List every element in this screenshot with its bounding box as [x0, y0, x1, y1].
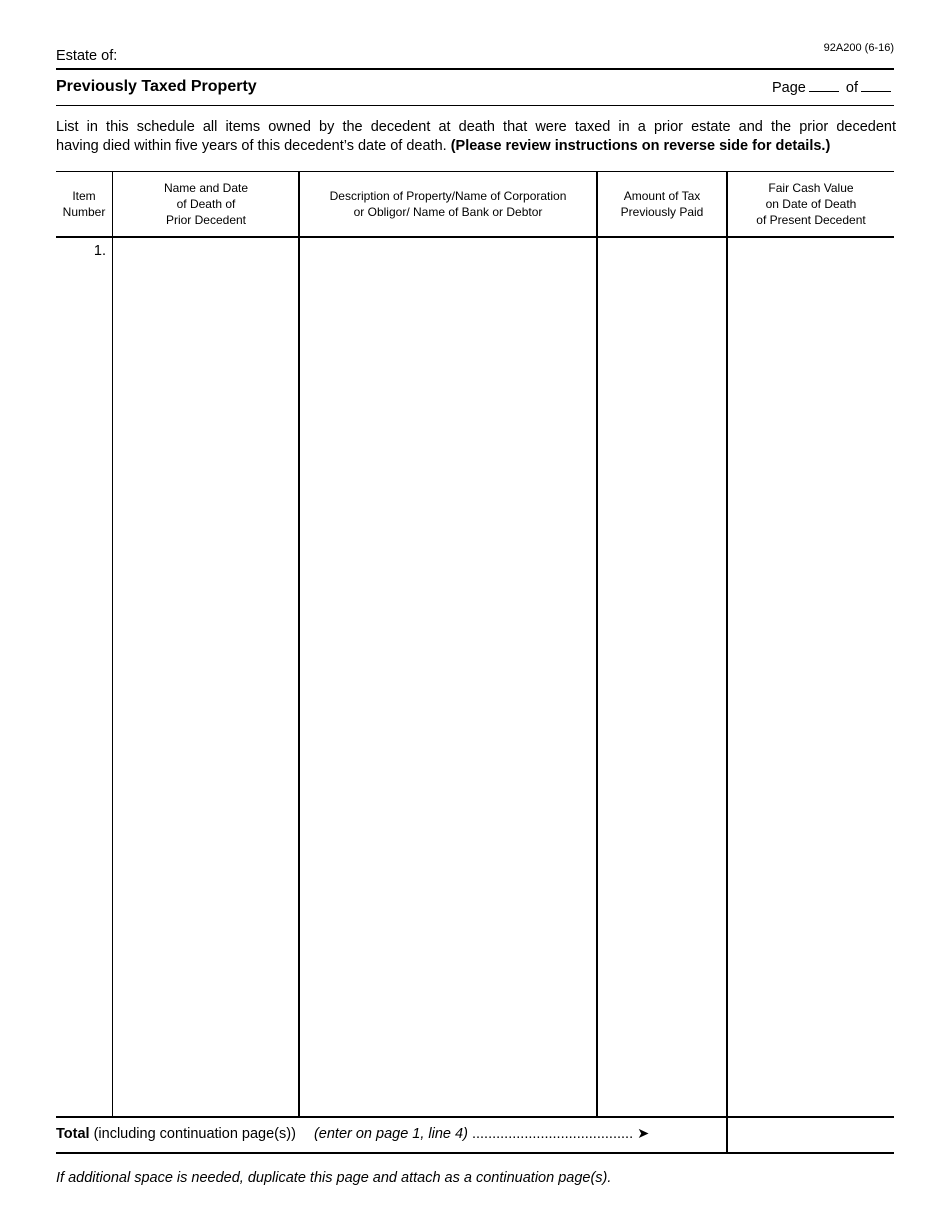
total-label-bold: Total	[56, 1126, 90, 1142]
header-rule	[56, 68, 894, 70]
tax-paid-entry-area[interactable]	[599, 238, 725, 1115]
col-divider-2	[298, 172, 300, 1117]
col-divider-1	[112, 172, 113, 1117]
instructions-text: having died within five years of this decedent’s date of death.	[56, 138, 447, 154]
form-number: 92A200 (6-16)	[823, 42, 894, 54]
total-leader: ........................................	[471, 1126, 634, 1142]
title-rule	[56, 105, 894, 106]
col-header-prior-decedent: Name and Date of Death of Prior Decedent	[163, 181, 249, 227]
page-total-field[interactable]	[861, 79, 891, 92]
instructions-note: (Please review instructions on reverse side for details.)	[450, 138, 831, 154]
footnote: If additional space is needed, duplicate this page and attach as a continuation page(s).	[56, 1170, 612, 1186]
total-value-field[interactable]	[728, 1118, 894, 1153]
total-label	[56, 1126, 649, 1142]
page-number-field[interactable]	[809, 79, 839, 92]
prior-decedent-entry-area[interactable]	[114, 238, 297, 1115]
total-label-italic: (enter on page 1, line 4)	[313, 1126, 468, 1142]
col-header-tax-paid: Amount of Tax Previously Paid	[620, 189, 704, 219]
col-header-description: Description of Property/Name of Corporation or Obligor/ Name of Bank or Debtor	[329, 189, 567, 219]
page-indicator	[700, 79, 894, 96]
fair-cash-value-entry-area[interactable]	[729, 238, 894, 1115]
instructions-line-1: List in this schedule all items owned by the decedent at death that were taxed in a prior estate and the prior decedent	[56, 119, 896, 135]
description-entry-area[interactable]	[301, 238, 595, 1115]
col-header-item-number: Item Number	[62, 189, 106, 219]
estate-label: Estate of:	[56, 48, 118, 64]
col-divider-4	[726, 172, 728, 1154]
form-title: Previously Taxed Property	[56, 78, 257, 95]
arrow-icon: ➤	[637, 1126, 650, 1142]
total-label-plain: (including continuation page(s))	[93, 1126, 296, 1142]
instructions	[56, 118, 896, 156]
instructions-line-2	[56, 137, 896, 156]
of-label: of	[845, 80, 858, 96]
col-header-fair-cash-value: Fair Cash Value on Date of Death of Present Decedent	[756, 181, 866, 227]
page-label: Page	[772, 80, 806, 96]
row-item-number: 1.	[93, 243, 106, 259]
col-divider-3	[596, 172, 598, 1117]
